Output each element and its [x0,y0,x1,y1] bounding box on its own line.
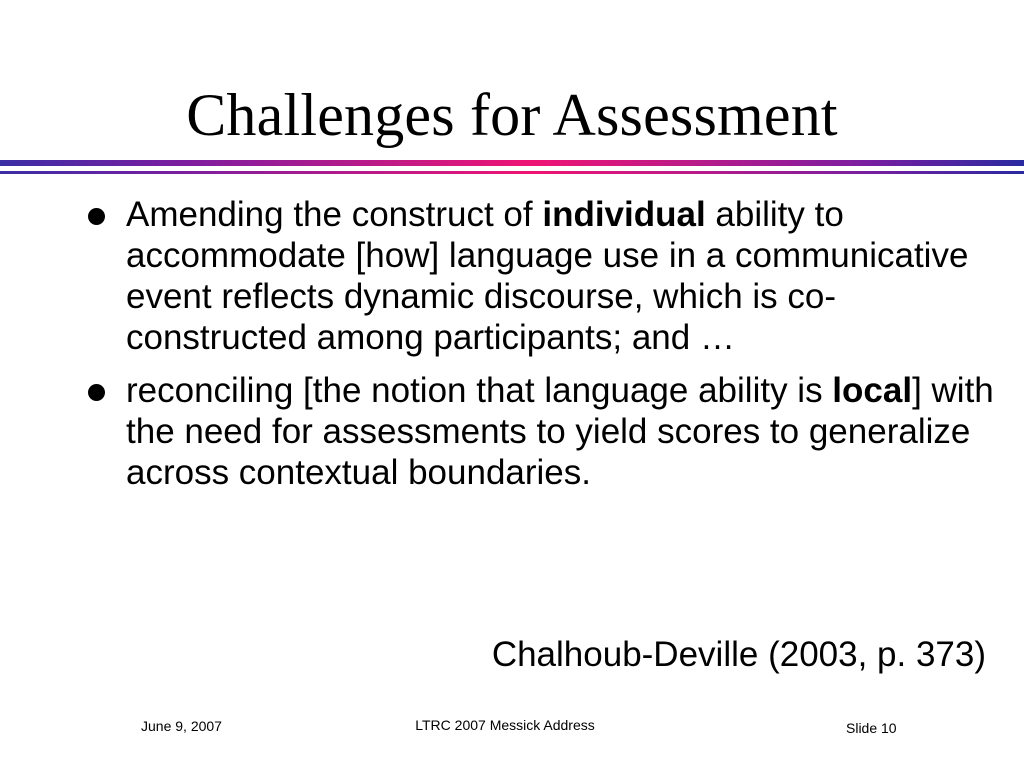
bullet-text-1 [126,195,968,357]
bullet-text-2 [126,371,994,492]
bullet-1-before: Amending the construct of [126,195,543,234]
bullet-item-2 [84,370,994,493]
citation: Chalhoub-Deville (2003, p. 373) [491,635,986,674]
bullet-2-bold: local [832,371,913,410]
footer-slide-number: Slide 10 [846,720,897,736]
bullet-dot-icon [88,208,105,225]
slide-title: Challenges for Assessment [186,82,838,148]
title-divider-thin [0,171,1024,174]
bullet-2-before: reconciling [the notion that language ability is [126,371,833,410]
title-divider-thick [0,160,1024,166]
bullet-1-bold: individual [542,195,706,234]
bullet-list [84,194,994,505]
bullet-item-1 [84,194,994,358]
footer-center-text: LTRC 2007 Messick Address [415,717,595,733]
bullet-1-after: ability to accommodate [how] language use in a communicative event reflects dynamic discourse, which is co-constructed among participants; and … [126,195,969,357]
bullet-dot-icon [88,384,105,401]
footer-date: June 9, 2007 [141,718,222,734]
bullet-2-after: ] with the need for assessments to yield scores to generalize across contextual boundaries. [126,371,994,492]
